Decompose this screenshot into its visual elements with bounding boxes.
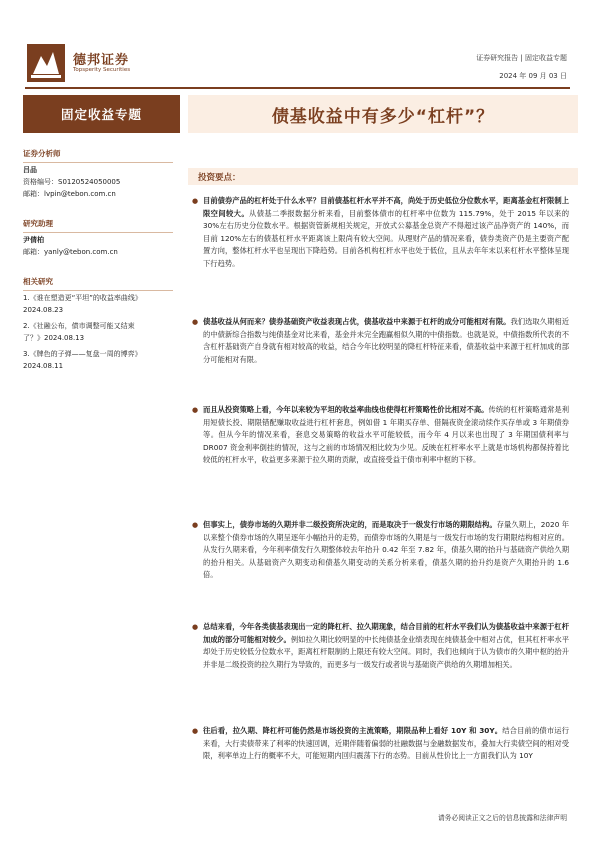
related-heading: 相关研究 xyxy=(23,276,173,291)
key-point-paragraph xyxy=(203,519,569,582)
key-point-lead: 总结来看，今年各类债基表现出一定的降杠杆、拉久期现象，结合目前的杠杆水平我们认为债基收益中来源于杠杆加成的部分可能相对较少。 xyxy=(203,622,569,644)
related-item[interactable]: 2.《社融公布，债市调整可能又结束 xyxy=(23,322,135,330)
key-point-paragraph xyxy=(203,725,569,763)
related-item[interactable]: 1.《谁在塑造更“平坦”的收益率曲线》 xyxy=(23,294,142,302)
analyst-heading: 证券分析师 xyxy=(23,148,173,163)
bullet-icon: ● xyxy=(192,406,199,414)
key-point-body: 我们选取久期相近的中债新综合指数与纯债基金对比来看，基金并未完全跑赢相似久期的中债指数。也就是说，中债指数所代表的不含杠杆基础资产自身就有相对较高的收益，结合今年比较明显的降杠杆特征来看，债基收益中来源于杠杆加成的部分可能相对有限。 xyxy=(203,317,570,364)
key-point-lead: 但事实上，债券市场的久期并非二级投资所决定的，而是取决于一级发行市场的期限结构。 xyxy=(203,520,497,529)
key-point-lead: 往后看，拉久期、降杠杆可能仍然是市场投资的主流策略，期限品种上看好 10Y 和 30Y。 xyxy=(203,726,503,735)
analyst-name: 吕品 xyxy=(23,166,37,174)
key-point-body: 从债基二季报数据分析来看，目前整体债市的杠杆率中位数为 115.79%，处于 2015 年以来的 30%左右历史分位数水平。根据资管新规相关规定，开放式公募基金总资产不得超过该产品净资产的 140%，而目前 120%左右的债基杠杆水平距离该上限尚有较大空间。从理财产品的情况来看，债券类资产仍是主要资产配置方向，整体杠杆水平也呈现出下降趋势。目前各机构杠杆水平也处于低位，且从去年年末以来杠杆水平整体呈现下行趋势。 xyxy=(203,208,569,268)
key-point-paragraph xyxy=(203,404,569,467)
key-point-lead: 目前债券产品的杠杆处于什么水平？目前债基杠杆水平并不高，尚处于历史低位分位数水平，距离基金杠杆限制上限空间较大。 xyxy=(203,196,569,218)
assistant-heading: 研究助理 xyxy=(23,218,173,233)
key-points-heading: 投资要点： xyxy=(188,168,578,185)
report-type: 证券研究报告 | 固定收益专题 xyxy=(476,54,567,62)
bullet-icon: ● xyxy=(192,623,199,631)
footer-disclaimer: 请务必阅读正文之后的信息披露和法律声明 xyxy=(437,814,567,822)
assistant-name: 尹倩柏 xyxy=(23,236,44,244)
key-point-paragraph xyxy=(203,316,569,366)
assistant-email[interactable]: 邮箱：yanly@tebon.com.cn xyxy=(23,248,118,256)
key-point-paragraph xyxy=(203,621,569,671)
bullet-icon: ● xyxy=(192,197,199,205)
related-item-date: 2024.08.23 xyxy=(23,306,64,314)
bullet-icon: ● xyxy=(192,521,199,529)
header-divider xyxy=(25,87,570,89)
key-point-paragraph xyxy=(203,195,569,271)
report-date: 2024 年 09 月 03 日 xyxy=(499,72,567,80)
analyst-license: 资格编号：S0120524050005 xyxy=(23,178,121,186)
related-item-date: 2024.08.11 xyxy=(23,362,64,370)
key-point-lead: 债基收益从何而来？债券基础资产收益表现占优，债基收益中来源于杠杆的成分可能相对有限。 xyxy=(203,317,511,326)
brand-logo-icon xyxy=(27,44,65,82)
related-item[interactable]: 了？》2024.08.13 xyxy=(23,334,85,342)
key-point-body: 结合目前的债市运行来看，大行卖债带来了利率的快速回调，近期伴随着偏弱的社融数据与金融数据发布，叠加大行卖债空间的相对受限，利率单边上行的概率不大，可能短期内回归震荡下行的态势。目前从性价比上一方面我们认为 10Y xyxy=(203,726,570,761)
bullet-icon: ● xyxy=(192,727,199,735)
sidebar-banner: 固定收益专题 xyxy=(23,95,180,133)
bullet-icon: ● xyxy=(192,318,199,326)
related-item[interactable]: 3.《牌色的子弹——复盘一周的博弈》 xyxy=(23,350,142,358)
brand-name: 德邦证券 xyxy=(73,53,130,68)
key-point-body: 例如拉久期比较明显的中长纯债基金业绩表现在纯债基金中相对占优，但其杠杆率水平却处于历史较低分位数水平，距离杠杆限制的上限还有较大空间。同时，我们也倾向于认为债市的久期中枢的抬升并非是二级投资的拉久期行为导致的，而更多与一级发行或者说与基础资产供给的久期增加相关。 xyxy=(203,634,570,669)
page-title: 债基收益中有多少“杠杆”？ xyxy=(188,95,578,133)
key-point-body: 存量久期上，2020 年以来整个债券市场的久期呈逐年小幅抬升的走势，而债券市场的久期是与一级发行市场的发行期限结构相对应的。从发行久期来看，今年利率债发行久期整体较去年抬升 0.42 年至 7.82 年，债基久期的抬升与基础资产供给久期的抬升相关。从基础资产久期变动和债基久期变动的关系分析来看，债基久期的抬升约是资产久期抬升的 1.6 倍。 xyxy=(203,520,570,580)
brand-name-en: Topsperity Securities xyxy=(73,67,131,73)
key-point-lead: 而且从投资策略上看，今年以来较为平坦的收益率曲线也使得杠杆策略性价比相对不高。 xyxy=(203,405,489,414)
key-point-body: 传统的杠杆策略通常是利用短债长投、期限错配赚取收益进行杠杆套息，例如借 1 年期买存单、借隔夜资金滚动续作买存单或 3 年期债券等。但从今年的情况来看，套息交易策略的收益水平可能较低，而今年 4 月以来也出现了 3 年期国债利率与 DR007 资金利率倒挂的情况，这与之前的市场情况相比较为少见。反映在杠杆率水平上就是市场机构都保持着比较低的杠杆水平，收益更多来源于拉久期的贡献，或直接受益于债市利率中枢的下移。 xyxy=(203,405,570,465)
analyst-email[interactable]: 邮箱：lvpin@tebon.com.cn xyxy=(23,190,116,198)
